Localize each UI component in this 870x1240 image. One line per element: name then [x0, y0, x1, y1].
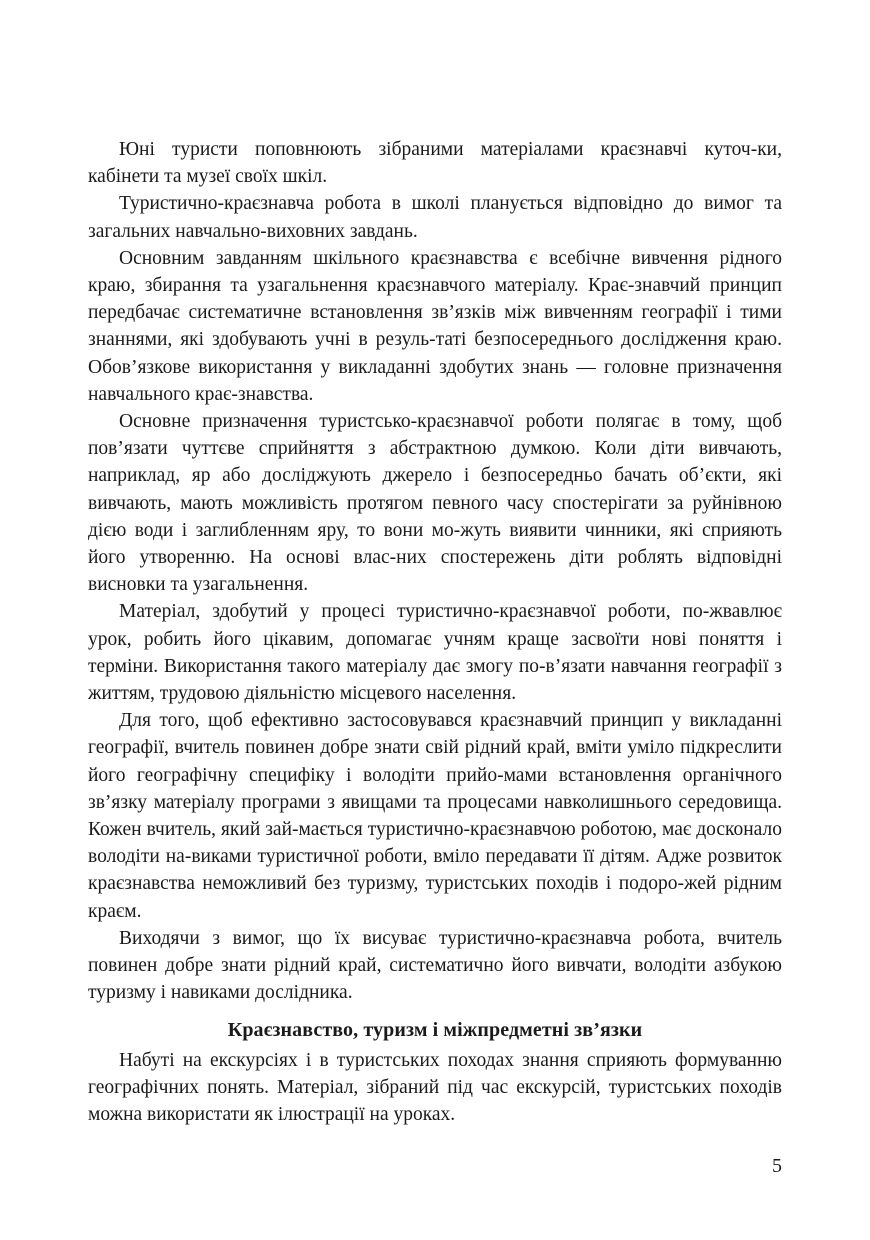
paragraph: Юні туристи поповнюють зібраними матеріалами краєзнавчі куточ-ки, кабінети та музеї своїх шкіл.	[88, 139, 782, 188]
paragraph: Туристично-краєзнавча робота в школі планується відповідно до вимог та загальних навчально-виховних завдань.	[88, 193, 782, 242]
section-heading: Краєзнавство, туризм і міжпредметні зв’язки	[227, 1018, 643, 1041]
paragraph: Набуті на екскурсіях і в туристських походах знання сприяють формуванню географічних понять. Матеріал, зібраний під час екскурсій, туристських походів можна використати як ілюстрації на уроках.	[88, 1049, 782, 1125]
paragraph: Основне призначення туристсько-краєзнавчої роботи полягає в тому, щоб пов’язати чуттєве сприйняття з абстрактною думкою. Коли діти вивчають, наприклад, яр або досліджують джерело і безпосередньо бачать об’єкти, які вивчають, мають можливість протягом певного часу спостерігати за руйнівною дією води і заглибленням яру, то вони мо-жуть виявити чинники, які сприяють його утворенню. На основі влас-них спостережень діти роблять відповідні висновки та узагальнення.	[88, 411, 782, 596]
page-body	[88, 136, 782, 1128]
paragraph: Основним завданням шкільного краєзнавства є всебічне вивчення рідного краю, збирання та узагальнення краєзнавчого матеріалу. Крає-знавчий принцип передбачає систематичне встановлення зв’язків між вивченням географії і тими знаннями, які здобувають учні в резуль-таті безпосереднього дослідження краю. Обов’язкове використання у викладанні здобутих знань — головне призначення навчального крає-знавства.	[88, 247, 782, 405]
page-number: 5	[772, 1155, 782, 1177]
paragraph: Матеріал, здобутий у процесі туристично-краєзнавчої роботи, по-жвавлює урок, робить його цікавим, допомагає учням краще засвоїти нові поняття і терміни. Використання такого матеріалу дає змогу по-в’язати навчання географії з життям, трудовою діяльністю місцевого населення.	[88, 601, 782, 705]
paragraph: Для того, щоб ефективно застосовувався краєзнавчий принцип у викладанні географії, вчитель повинен добре знати свій рідний край, вміти уміло підкреслити його географічну специфіку і володіти прийо-мами встановлення органічного зв’язку матеріалу програми з явищами та процесами навколишнього середовища. Кожен вчитель, який зай-мається туристично-краєзнавчою роботою, має досконало володіти на-виками туристичної роботи, вміло передавати її дітям. Адже розвиток краєзнавства неможливий без туризму, туристських походів і подоро-жей рідним краєм.	[88, 710, 782, 922]
paragraph: Виходячи з вимог, що їх висуває туристично-краєзнавча робота, вчитель повинен добре знати рідний край, систематично його вивчати, володіти азбукою туризму і навиками дослідника.	[88, 927, 782, 1004]
